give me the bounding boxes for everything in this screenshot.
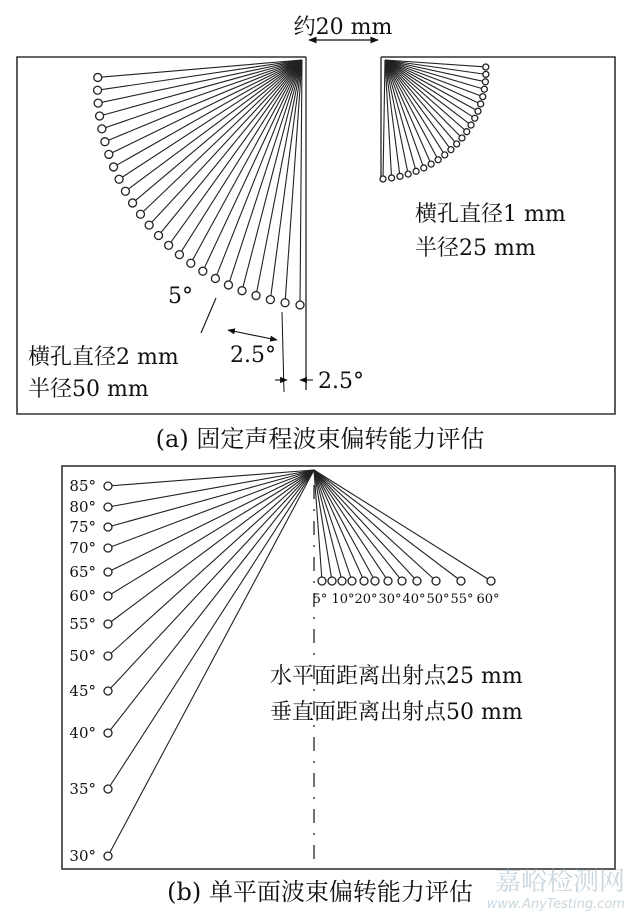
side-drilled-hole [115, 175, 123, 183]
reflector-hole [104, 592, 112, 600]
reflector-hole [104, 687, 112, 695]
side-drilled-hole [435, 157, 441, 163]
right-note-line-1: 横孔直径1 mm [415, 202, 566, 227]
side-drilled-hole [442, 152, 448, 158]
side-drilled-hole [238, 287, 246, 295]
reflector-hole [398, 577, 406, 585]
side-drilled-hole [454, 141, 460, 147]
side-drilled-hole [475, 108, 481, 114]
reflector-hole [104, 523, 112, 531]
reflector-hole [487, 577, 495, 585]
note-line-1: 水平面距离出射点25 mm [270, 664, 523, 689]
reflector-hole [104, 620, 112, 628]
left-angle-label: 75° [69, 518, 96, 536]
bottom-angle-label: 20° [354, 592, 378, 607]
width-label: 约20 mm [293, 15, 393, 40]
beam-ray [108, 470, 314, 572]
side-drilled-hole [165, 241, 173, 249]
side-drilled-hole [480, 94, 486, 100]
side-drilled-hole [482, 79, 488, 85]
side-drilled-hole [199, 267, 207, 275]
side-drilled-hole [481, 86, 487, 92]
beam-ray [242, 60, 302, 291]
side-drilled-hole [266, 296, 274, 304]
angle-5-tick [201, 298, 216, 333]
side-drilled-hole [413, 168, 419, 174]
side-drilled-hole [472, 115, 478, 121]
side-drilled-hole [459, 135, 465, 141]
panel-a [17, 15, 615, 453]
side-drilled-hole [448, 147, 454, 153]
reflector-hole [348, 577, 356, 585]
beam-ray [314, 470, 491, 581]
side-drilled-hole [483, 71, 489, 77]
side-drilled-hole [94, 73, 102, 81]
reflector-hole [104, 544, 112, 552]
bottom-angle-label: 40° [402, 592, 426, 607]
caption-b: (b) 单平面波束偏转能力评估 [167, 878, 473, 906]
beam-ray [314, 470, 402, 581]
side-drilled-hole [110, 163, 118, 171]
side-drilled-hole [405, 171, 411, 177]
side-drilled-hole [101, 138, 109, 146]
side-drilled-hole [187, 259, 195, 267]
fan-right-25mm [380, 60, 489, 182]
beam-ray [383, 60, 385, 179]
note-line-2: 垂直面距离出射点50 mm [270, 700, 523, 725]
angle-label-2p5-a: 2.5° [230, 343, 276, 368]
left-angle-label: 70° [69, 539, 96, 557]
left-angle-label: 60° [69, 587, 96, 605]
reflector-hole [318, 577, 326, 585]
beam-ray [314, 470, 364, 581]
side-drilled-hole [136, 210, 144, 218]
side-drilled-hole [121, 187, 129, 195]
beam-ray [256, 60, 302, 296]
side-drilled-hole [98, 125, 106, 133]
reflector-hole [360, 577, 368, 585]
reflector-hole [371, 577, 379, 585]
reflector-hole [432, 577, 440, 585]
reflector-hole [104, 785, 112, 793]
beam-ray [108, 470, 314, 856]
watermark [487, 867, 625, 912]
beam-ray [140, 60, 302, 214]
side-drilled-hole [428, 161, 434, 167]
reflector-hole [338, 577, 346, 585]
bottom-angle-label: 60° [476, 592, 500, 607]
bottom-angle-label: 30° [378, 592, 402, 607]
beam-ray [228, 60, 302, 285]
reflector-hole [104, 729, 112, 737]
beam-ray [300, 60, 302, 305]
fan-bottom-horizontal-plane [313, 470, 500, 607]
angle-label-5: 5° [168, 284, 193, 309]
side-drilled-hole [175, 251, 183, 259]
left-angle-label: 40° [69, 724, 96, 742]
reflector-hole [457, 577, 465, 585]
angle-label-2p5-b: 2.5° [318, 369, 364, 394]
side-drilled-hole [389, 175, 395, 181]
side-drilled-hole [464, 129, 470, 135]
reflector-hole [104, 652, 112, 660]
watermark-text: 嘉峪检测网 [494, 867, 625, 897]
watermark-url: www.AnyTesting.com [486, 897, 625, 912]
left-angle-label: 55° [69, 615, 96, 633]
left-angle-label: 35° [69, 780, 96, 798]
beam-ray [385, 60, 457, 144]
left-angle-label: 65° [69, 563, 96, 581]
side-drilled-hole [94, 99, 102, 107]
side-drilled-hole [96, 112, 104, 120]
left-note-line-2: 半径50 mm [28, 377, 149, 402]
side-drilled-hole [468, 122, 474, 128]
side-drilled-hole [478, 101, 484, 107]
bottom-angle-label: 5° [312, 592, 328, 607]
side-drilled-hole [252, 292, 260, 300]
reflector-hole [328, 577, 336, 585]
beam-ray [385, 60, 424, 168]
side-drilled-hole [129, 199, 137, 207]
beam-ray [108, 470, 314, 691]
left-angle-label: 85° [69, 477, 96, 495]
left-angle-label: 80° [69, 498, 96, 516]
angle-2p5-arrow-a [228, 330, 277, 340]
right-note-line-2: 半径25 mm [415, 236, 536, 261]
beam-ray [108, 470, 314, 656]
caption-a: (a) 固定声程波束偏转能力评估 [155, 425, 485, 453]
beam-ray [314, 470, 388, 581]
left-note-line-1: 横孔直径2 mm [28, 345, 179, 370]
beam-ray [102, 60, 302, 129]
beam-ray [314, 470, 461, 581]
side-drilled-hole [483, 64, 489, 70]
side-drilled-hole [211, 274, 219, 282]
reflector-hole [104, 503, 112, 511]
reflector-hole [104, 568, 112, 576]
bottom-angle-label: 55° [450, 592, 474, 607]
side-drilled-hole [421, 165, 427, 171]
side-drilled-hole [155, 231, 163, 239]
reflector-hole [104, 482, 112, 490]
side-drilled-hole [224, 281, 232, 289]
reflector-hole [104, 852, 112, 860]
bottom-angle-label: 10° [331, 592, 355, 607]
bottom-angle-label: 50° [426, 592, 450, 607]
beam-ray [314, 470, 436, 581]
beam-ray [114, 60, 302, 167]
reflector-hole [384, 577, 392, 585]
beam-ray [108, 470, 314, 789]
panel-b [62, 466, 615, 906]
side-drilled-hole [296, 301, 304, 309]
side-drilled-hole [105, 150, 113, 158]
side-drilled-hole [94, 86, 102, 94]
fan-left-50mm [94, 60, 304, 309]
side-drilled-hole [145, 221, 153, 229]
beam-ray [270, 60, 302, 300]
reflector-hole [413, 577, 421, 585]
side-drilled-hole [380, 176, 386, 182]
left-angle-label: 30° [69, 847, 96, 865]
left-angle-label: 45° [69, 682, 96, 700]
side-drilled-hole [281, 299, 289, 307]
left-angle-label: 50° [69, 647, 96, 665]
side-drilled-hole [397, 173, 403, 179]
